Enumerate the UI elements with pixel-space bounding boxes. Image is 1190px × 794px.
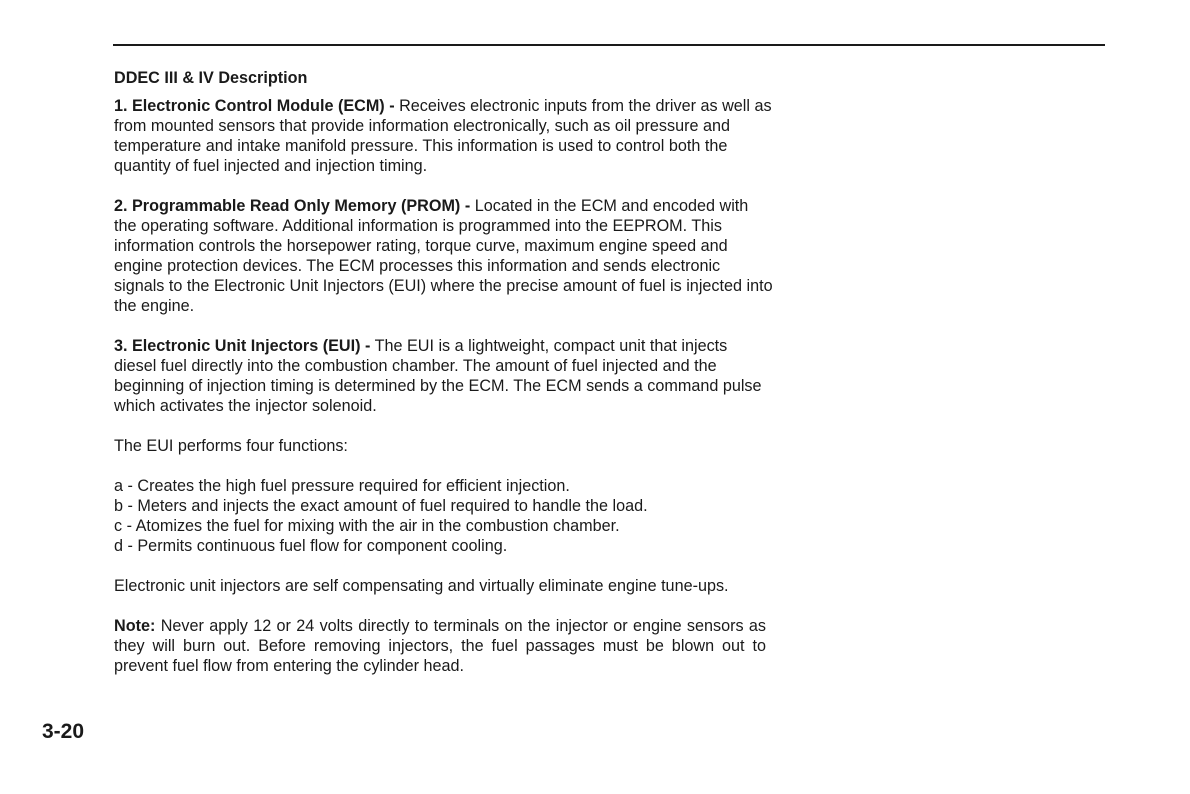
note-paragraph [114, 616, 766, 676]
list-item: d - Permits continuous fuel flow for component cooling. [114, 537, 508, 555]
list-item: c - Atomizes the fuel for mixing with the air in the combustion chamber. [114, 517, 620, 535]
functions-list [114, 476, 774, 556]
paragraph-heading: 3. Electronic Unit Injectors (EUI) - [114, 337, 371, 355]
paragraph-body: The EUI is a lightweight, compact unit that injects diesel fuel directly into the combustion chamber. The amount of fuel injected and the beginning of injection timing is determined by the ECM. The ECM sends a command pulse which activates the injector solenoid. [114, 337, 762, 415]
note-label: Note: [114, 617, 156, 635]
functions-intro: The EUI performs four functions: [114, 437, 348, 455]
section-title: DDEC III & IV Description [114, 69, 308, 87]
paragraph-ecm [114, 96, 774, 176]
page-number: 3-20 [42, 720, 85, 743]
summary-paragraph: Electronic unit injectors are self compensating and virtually eliminate engine tune-ups. [114, 577, 729, 595]
paragraph-body: Located in the ECM and encoded with the operating software. Additional information is programmed into the EEPROM. This information controls the horsepower rating, torque curve, maximum engine speed and engine protection devices. The ECM processes this information and sends electronic signals to the Electronic Unit Injectors (EUI) where the precise amount of fuel is injected into the engine. [114, 197, 773, 315]
paragraph-heading: 1. Electronic Control Module (ECM) - [114, 97, 395, 115]
note-body: Never apply 12 or 24 volts directly to terminals on the injector or engine sensors as they will burn out. Before removing injectors, the fuel passages must be blown out to prevent fuel flow from entering the cylinder head. [114, 617, 766, 675]
list-item: a - Creates the high fuel pressure required for efficient injection. [114, 477, 570, 495]
paragraph-prom [114, 196, 774, 316]
header-rule [113, 44, 1105, 46]
list-item: b - Meters and injects the exact amount of fuel required to handle the load. [114, 497, 648, 515]
paragraph-body: Receives electronic inputs from the driver as well as from mounted sensors that provide information electronically, such as oil pressure and temperature and intake manifold pressure. This information is used to control both the quantity of fuel injected and injection timing. [114, 97, 772, 175]
paragraph-eui [114, 336, 774, 416]
document-body [114, 68, 774, 676]
paragraph-heading: 2. Programmable Read Only Memory (PROM) - [114, 197, 471, 215]
